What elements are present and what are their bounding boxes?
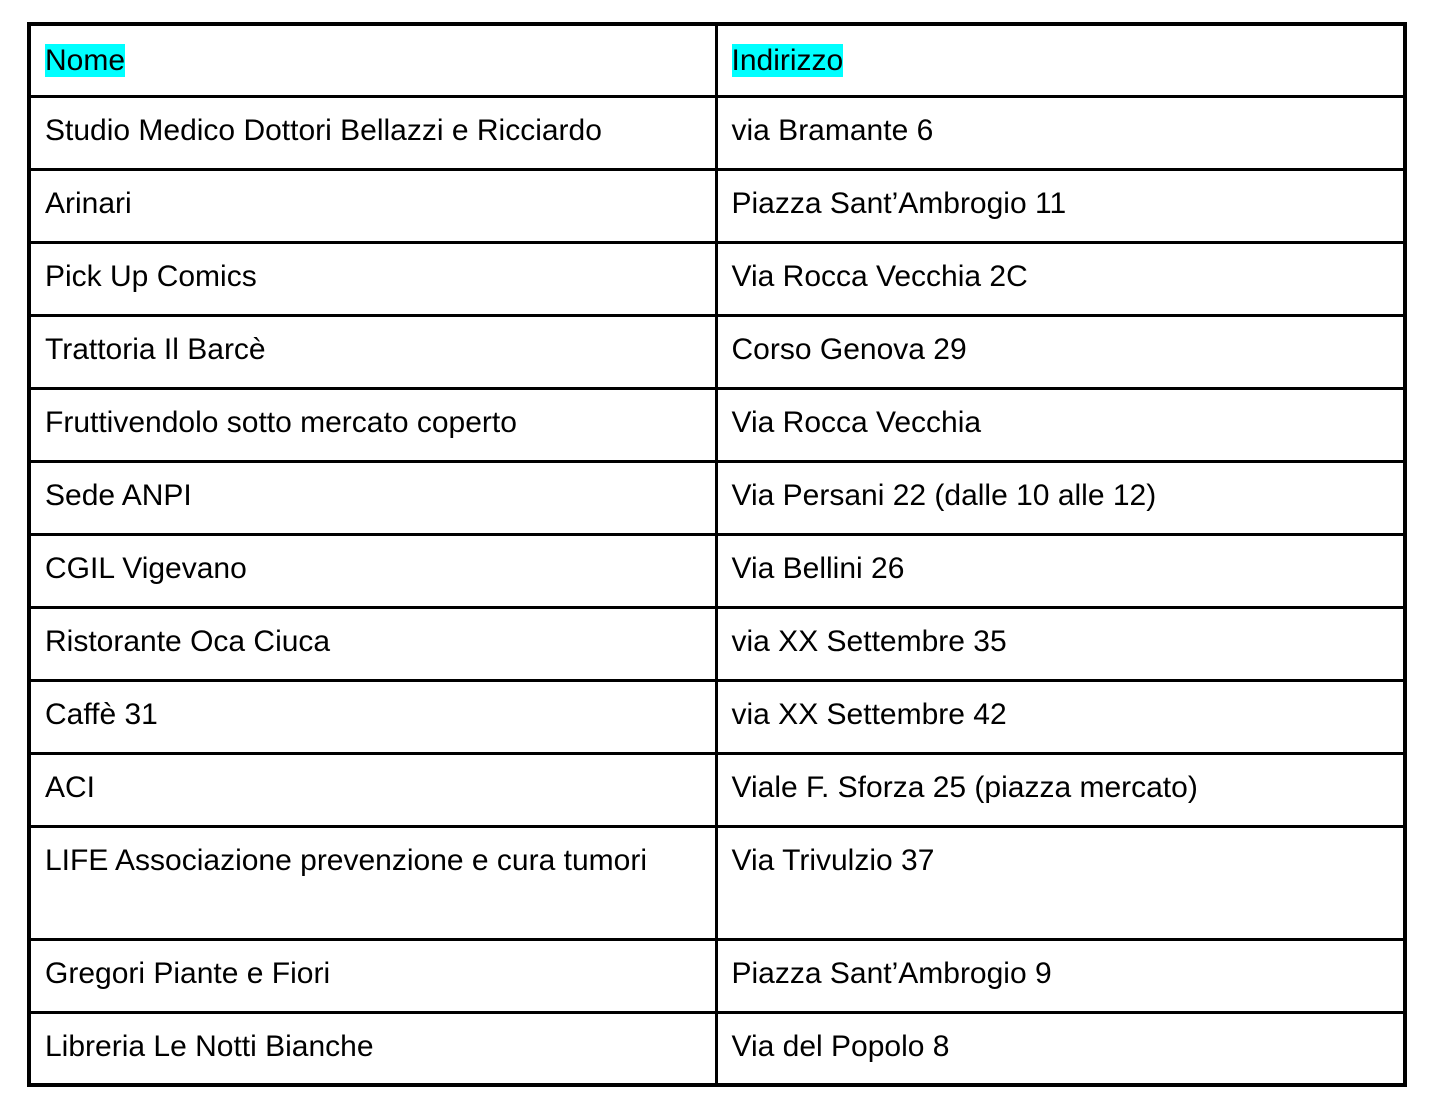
address-cell: Viale F. Sforza 25 (piazza mercato) (716, 753, 1405, 826)
address-cell: Via del Popolo 8 (716, 1012, 1405, 1085)
address-cell: Via Rocca Vecchia (716, 388, 1405, 461)
header-cell-nome (29, 24, 716, 96)
address-cell: Piazza Sant’Ambrogio 9 (716, 939, 1405, 1012)
name-cell: Arinari (29, 169, 716, 242)
header-cell-indirizzo (716, 24, 1405, 96)
name-cell: Pick Up Comics (29, 242, 716, 315)
address-cell: Via Bellini 26 (716, 534, 1405, 607)
name-cell: Studio Medico Dottori Bellazzi e Ricciardo (29, 96, 716, 169)
address-cell: Via Persani 22 (dalle 10 alle 12) (716, 461, 1405, 534)
name-cell: Trattoria Il Barcè (29, 315, 716, 388)
table-row (29, 826, 1405, 939)
name-cell: LIFE Associazione prevenzione e cura tumori (29, 826, 716, 939)
address-table (27, 22, 1407, 1087)
table-row (29, 1012, 1405, 1085)
address-cell: via XX Settembre 42 (716, 680, 1405, 753)
name-cell: Caffè 31 (29, 680, 716, 753)
table-row (29, 242, 1405, 315)
address-cell: Piazza Sant’Ambrogio 11 (716, 169, 1405, 242)
header-label-indirizzo: Indirizzo (731, 44, 844, 77)
table-row (29, 680, 1405, 753)
name-cell: CGIL Vigevano (29, 534, 716, 607)
address-cell: via Bramante 6 (716, 96, 1405, 169)
name-cell: Fruttivendolo sotto mercato coperto (29, 388, 716, 461)
table-row (29, 534, 1405, 607)
table-header-row (29, 24, 1405, 96)
table-row (29, 315, 1405, 388)
table-row (29, 169, 1405, 242)
address-cell: Via Rocca Vecchia 2C (716, 242, 1405, 315)
table-row (29, 753, 1405, 826)
table-row (29, 461, 1405, 534)
table-row (29, 388, 1405, 461)
address-cell: via XX Settembre 35 (716, 607, 1405, 680)
name-cell: ACI (29, 753, 716, 826)
table-row (29, 607, 1405, 680)
address-cell: Corso Genova 29 (716, 315, 1405, 388)
table-row (29, 939, 1405, 1012)
name-cell: Libreria Le Notti Bianche (29, 1012, 716, 1085)
name-cell: Sede ANPI (29, 461, 716, 534)
header-label-nome: Nome (45, 44, 126, 77)
table-row (29, 96, 1405, 169)
name-cell: Ristorante Oca Ciuca (29, 607, 716, 680)
address-cell: Via Trivulzio 37 (716, 826, 1405, 939)
name-cell: Gregori Piante e Fiori (29, 939, 716, 1012)
